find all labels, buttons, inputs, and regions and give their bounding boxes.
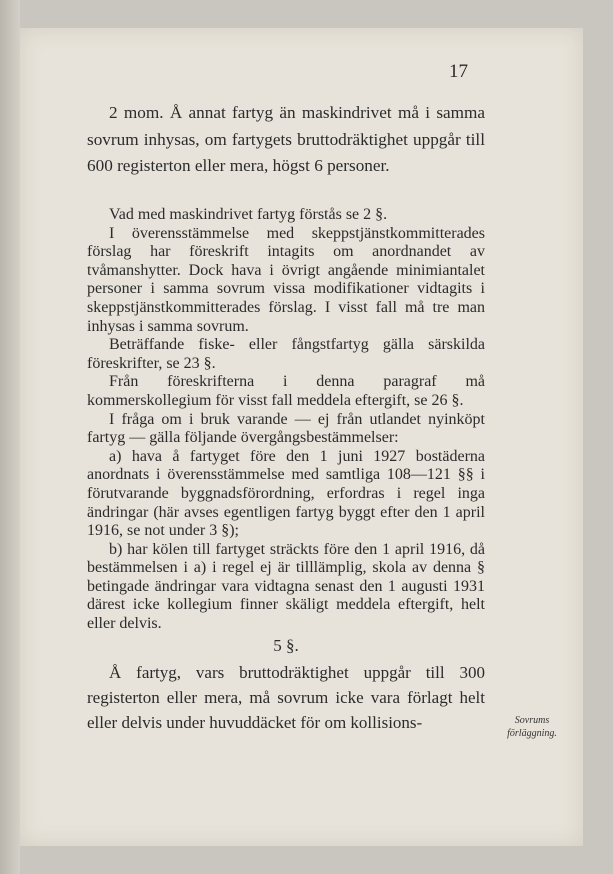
page-number: 17 — [449, 61, 468, 82]
section-heading-5: 5 §. — [273, 635, 299, 655]
paragraph-item-b: b) har kölen till fartyget sträckts före den 1 april 1916, då bestämmelsen i a) i regel ej är tilllämplig, skola av denna § betingade ändringar vara vidtagna senast den 1 augusti 1931 därest icke kollegium finner skäligt meddela eftergift, helt eller delvis. — [87, 540, 485, 633]
paragraph-fishing: Beträffande fiske- eller fångstfartyg gälla särskilda föreskrifter, se 23 §. — [87, 336, 485, 372]
paragraph-definition: Vad med maskindrivet fartyg förstås se 2 §. — [109, 206, 388, 223]
paragraph-item-a: a) hava å fartyget före den 1 juni 1927 bostäderna anordnats i överensstämmelse med samtliga 108—121 §§ i förutvarande byggnadsförordning, erfordras i regel inga ändringar (här avses egentligen fartyg byggt efter den 1 april 1916, se not under 3 §); — [87, 447, 485, 540]
paragraph-committee: I överensstämmelse med skeppstjänstkommitterades förslag har föreskrift intagits om anordnandet av tvåmanshytter. Dock hava i övrigt angående minimiantalet personer i samma sovrum vissa modifikationer vidtagits i skeppstjänstkommitterades förslag. I visst fall må tre man inhysas i samma sovrum. — [87, 224, 485, 335]
paragraph-transition: I fråga om i bruk varande — ej från utlandet nyinköpt fartyg — gälla följande övergångsbestämmelser: — [87, 410, 485, 447]
section-4-mom-2 — [87, 100, 485, 180]
commentary-block — [87, 206, 485, 735]
paragraph-exemption: Från föreskrifterna i denna paragraf må kommerskollegium för visst fall meddela eftergift, se 26 §. — [87, 373, 485, 409]
margin-note: Sovrums förläggning. — [507, 715, 557, 739]
paragraph-mom2: 2 mom. Å annat fartyg än maskindrivet må i samma sovrum inhysas, om fartygets bruttodräktighet uppgår till 600 registerton eller mera, högst 6 personer. — [87, 103, 485, 175]
book-gutter — [0, 0, 20, 874]
paragraph-section5: Å fartyg, vars bruttodräktighet uppgår till 300 registerton eller mera, må sovrum icke vara förlagt helt eller delvis under huvuddäcket för om kollisions- — [87, 662, 485, 732]
